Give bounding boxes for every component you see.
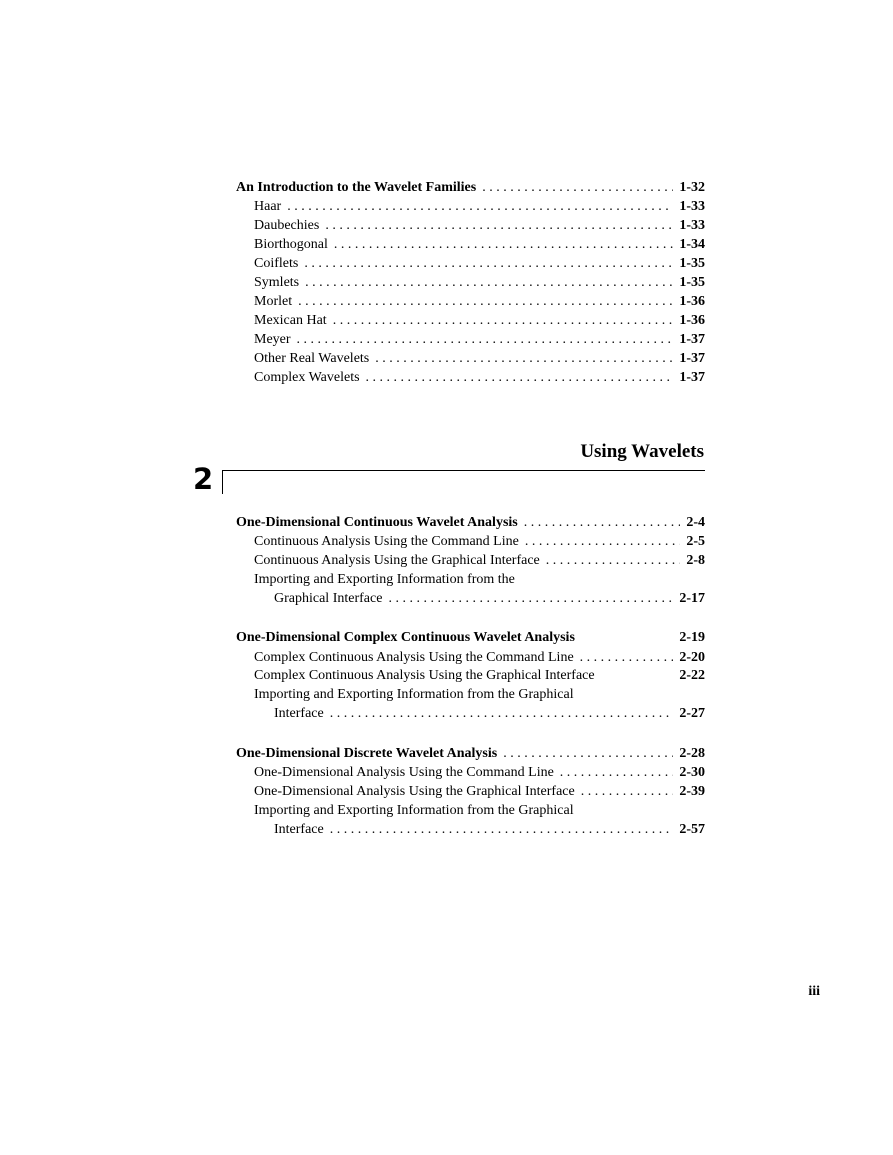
dot-leader: [297, 330, 674, 349]
toc-entry-continued: [274, 589, 705, 608]
toc-page-number: 2-57: [679, 822, 705, 837]
toc-entry-title: Biorthogonal: [254, 237, 328, 252]
toc-heading-title: One-Dimensional Continuous Wavelet Analysis: [236, 515, 518, 530]
toc-page-number: 2-8: [686, 553, 705, 568]
toc-page-number: 1-34: [679, 237, 705, 252]
toc-heading-title: An Introduction to the Wavelet Families: [236, 180, 477, 195]
toc-entry-haar: [254, 197, 705, 216]
toc-page-number: 1-37: [679, 370, 705, 385]
dot-leader: [334, 235, 673, 254]
dot-leader: [388, 589, 673, 608]
dot-leader: [298, 292, 673, 311]
toc-page-number: 2-19: [679, 630, 705, 645]
toc-entry-title: Symlets: [254, 275, 300, 290]
toc-heading-discrete-analysis: [236, 744, 705, 763]
toc-entry-continued: [274, 820, 705, 839]
dot-leader: [580, 648, 674, 667]
dot-leader: [375, 349, 673, 368]
toc-entry-title: Complex Continuous Analysis Using the Graphical Interface: [254, 668, 595, 683]
toc-entry: [254, 570, 705, 589]
toc-entry-title: Interface: [274, 706, 324, 721]
dot-leader: [304, 254, 673, 273]
toc-entry-title: Continuous Analysis Using the Graphical Interface: [254, 553, 540, 568]
toc-entry: [254, 782, 705, 801]
toc-heading-continuous-analysis: [236, 513, 705, 532]
dot-leader: [524, 513, 681, 532]
toc-heading-complex-continuous: [236, 628, 705, 647]
dot-leader: [546, 551, 681, 570]
toc-entry-title: Other Real Wavelets: [254, 351, 370, 366]
dot-leader: [581, 782, 674, 801]
toc-page-number: 1-32: [679, 180, 705, 195]
toc-entry-title: Coiflets: [254, 256, 299, 271]
toc-entry-title: Haar: [254, 199, 282, 214]
toc-page-number: 2-27: [679, 706, 705, 721]
toc-page-number: 1-37: [679, 332, 705, 347]
toc-page-number: 1-33: [679, 199, 705, 214]
dot-leader: [333, 311, 674, 330]
dot-leader: [503, 744, 673, 763]
dot-leader: [366, 368, 674, 387]
chapter-number: 2: [193, 462, 214, 496]
toc-entry-title: Continuous Analysis Using the Command Line: [254, 534, 519, 549]
toc-entry: [254, 551, 705, 570]
toc-entry-title: Graphical Interface: [274, 591, 383, 606]
toc-entry-title: Complex Wavelets: [254, 370, 360, 385]
dot-leader: [325, 216, 673, 235]
toc-entry: [254, 666, 705, 685]
toc-heading-wavelet-families: [236, 178, 705, 197]
toc-entry: [254, 648, 705, 667]
toc-page-number: 2-5: [686, 534, 705, 549]
dot-leader: [560, 763, 674, 782]
toc-page-number: 1-37: [679, 351, 705, 366]
toc-entry-title: Interface: [274, 822, 324, 837]
toc-entry: [254, 801, 705, 820]
toc-entry-title: Importing and Exporting Information from the Graphical: [254, 687, 574, 702]
dot-leader: [482, 178, 673, 197]
toc-entry-meyer: [254, 330, 705, 349]
toc-entry-daubechies: [254, 216, 705, 235]
toc-entry-title: Daubechies: [254, 218, 320, 233]
toc-entry-title: Complex Continuous Analysis Using the Command Line: [254, 650, 574, 665]
toc-entry-other-real-wavelets: [254, 349, 705, 368]
toc-page-number: 2-28: [679, 746, 705, 761]
toc-heading-title: One-Dimensional Complex Continuous Wavelet Analysis: [236, 630, 575, 645]
toc-entry-title: Meyer: [254, 332, 291, 347]
toc-entry-symlets: [254, 273, 705, 292]
toc-entry-title: One-Dimensional Analysis Using the Graphical Interface: [254, 784, 575, 799]
toc-page-number: 1-36: [679, 294, 705, 309]
toc-entry-title: Importing and Exporting Information from the: [254, 572, 515, 587]
toc-heading-title: One-Dimensional Discrete Wavelet Analysis: [236, 746, 498, 761]
toc-entry-title: Mexican Hat: [254, 313, 327, 328]
chapter-rule: [222, 470, 705, 471]
toc-entry: [254, 763, 705, 782]
toc-entry-morlet: [254, 292, 705, 311]
dot-leader: [305, 273, 673, 292]
dot-leader: [525, 532, 680, 551]
toc-entry-mexican-hat: [254, 311, 705, 330]
toc-entry-complex-wavelets: [254, 368, 705, 387]
toc-page-number: 2-30: [679, 765, 705, 780]
chapter-title: Using Wavelets: [580, 441, 704, 462]
toc-entry-coiflets: [254, 254, 705, 273]
toc-page-number: 2-4: [686, 515, 705, 530]
toc-entry: [254, 532, 705, 551]
toc-entry-title: Morlet: [254, 294, 293, 309]
toc-page-number: 1-36: [679, 313, 705, 328]
toc-page-number: 2-20: [679, 650, 705, 665]
toc-entry: [254, 685, 705, 704]
dot-leader: [330, 820, 674, 839]
toc-page-number: 2-22: [679, 668, 705, 683]
toc-page-number: 2-17: [679, 591, 705, 606]
toc-entry-continued: [274, 704, 705, 723]
toc-page-number: 1-33: [679, 218, 705, 233]
page-number: iii: [808, 984, 820, 999]
toc-page-number: 2-39: [679, 784, 705, 799]
toc-entry-title: One-Dimensional Analysis Using the Command Line: [254, 765, 554, 780]
dot-leader: [330, 704, 674, 723]
toc-entry-biorthogonal: [254, 235, 705, 254]
dot-leader: [287, 197, 673, 216]
toc-page-number: 1-35: [679, 256, 705, 271]
toc-entry-title: Importing and Exporting Information from the Graphical: [254, 803, 574, 818]
toc-page-number: 1-35: [679, 275, 705, 290]
chapter-rule-tick: [222, 470, 223, 494]
